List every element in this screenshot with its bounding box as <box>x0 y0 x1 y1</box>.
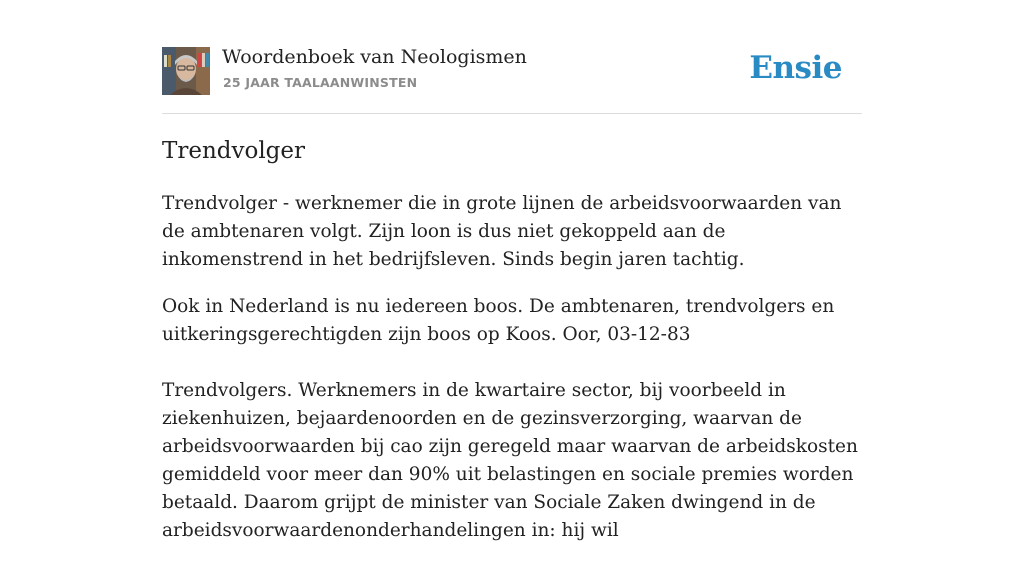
entry-body <box>162 190 862 564</box>
entry-card <box>162 0 862 541</box>
entry-title: Trendvolger <box>162 138 306 164</box>
entry-quote-1: Ook in Nederland is nu iedereen boos. De ambtenaren, trendvolgers en uitkeringsgerechtigden zijn boos op Koos. Oor, 03-12-83 <box>162 296 835 345</box>
site-tagline: 25 JAAR TAALAANWINSTEN <box>223 75 418 90</box>
site-header <box>162 0 862 114</box>
entry-definition: Trendvolger - werknemer die in grote lijnen de arbeidsvoorwaarden van de ambtenaren volgt. Zijn loon is dus niet gekoppeld aan de inkomenstrend in het bedrijfsleven. Sinds begin jaren tachtig. <box>162 193 842 270</box>
site-name[interactable]: Woordenboek van Neologismen <box>222 46 527 68</box>
brand-logo[interactable]: Ensie <box>749 50 842 86</box>
paragraph-spacer <box>162 368 862 377</box>
author-avatar-icon[interactable] <box>162 47 210 95</box>
entry-quote-2: Trendvolgers. Werknemers in de kwartaire sector, bij voorbeeld in ziekenhuizen, bejaardenoorden en de gezinsverzorging, waarvan de arbeidsvoorwaarden bij cao zijn geregeld maar waarvan de arbeidskosten gemiddeld voor meer dan 90% uit belastingen en sociale premies worden betaald. Daarom grijpt de minister van Sociale Zaken dwingend in de arbeidsvoorwaardenonderhandelingen in: hij wil <box>162 380 858 541</box>
